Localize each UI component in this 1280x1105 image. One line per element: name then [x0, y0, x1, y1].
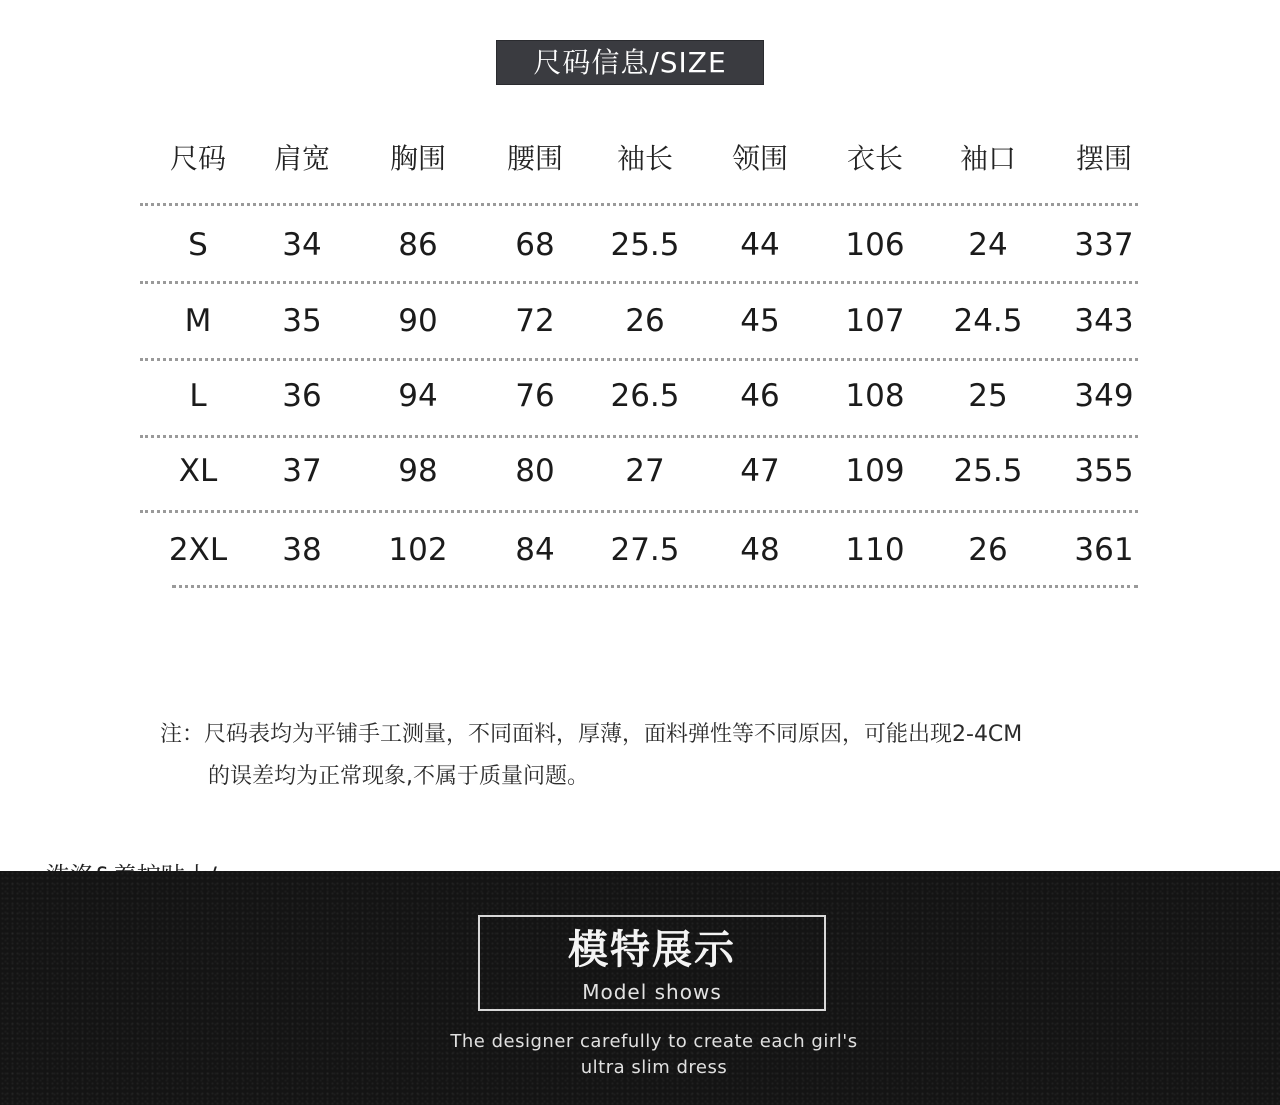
measurement-cell: 45 [740, 303, 780, 339]
measurement-cell: 68 [515, 227, 555, 263]
measurement-note-line-2: 的误差均为正常现象,不属于质量问题。 [208, 764, 589, 789]
row-divider [140, 281, 1138, 284]
measurement-cell: 27 [625, 453, 665, 489]
measurement-cell: 337 [1074, 227, 1134, 263]
measurement-cell: 84 [515, 532, 555, 568]
measurement-cell: 34 [282, 227, 322, 263]
measurement-cell: 26 [968, 532, 1008, 568]
measurement-note [160, 714, 1150, 798]
measurement-cell: 110 [845, 532, 905, 568]
measurement-note-line-1: 注：尺码表均为平铺手工测量，不同面料，厚薄，面料弹性等不同原因，可能出现2-4CM [160, 722, 1023, 747]
size-label-cell: XL [178, 453, 218, 489]
measurement-cell: 90 [398, 303, 438, 339]
header-cell: 领围 [731, 142, 788, 175]
size-table-header-row [140, 130, 1138, 190]
measurement-cell: 355 [1074, 453, 1134, 489]
designer-tagline [380, 1029, 928, 1081]
measurement-cell: 48 [740, 532, 780, 568]
measurement-cell: 25.5 [953, 453, 1023, 489]
measurement-cell: 35 [282, 303, 322, 339]
measurement-cell: 26 [625, 303, 665, 339]
measurement-cell: 25.5 [610, 227, 680, 263]
model-shows-title-box [478, 915, 826, 1011]
measurement-cell: 25 [968, 378, 1008, 414]
measurement-cell: 27.5 [610, 532, 680, 568]
designer-tagline-line-2: ultra slim dress [580, 1057, 728, 1078]
model-shows-banner [0, 871, 1280, 1105]
row-divider [140, 358, 1138, 361]
measurement-cell: 24.5 [953, 303, 1023, 339]
designer-tagline-line-1: The designer carefully to create each girl's [450, 1031, 858, 1052]
size-label-cell: 2XL [168, 532, 228, 568]
measurement-cell: 76 [515, 378, 555, 414]
row-divider [140, 510, 1138, 513]
model-shows-title: 模特展示 [568, 927, 736, 973]
measurement-cell: 102 [388, 532, 448, 568]
measurement-cell: 44 [740, 227, 780, 263]
header-cell: 袖长 [616, 142, 673, 175]
header-cell: 摆围 [1075, 142, 1132, 175]
header-cell: 胸围 [389, 142, 446, 175]
row-divider [140, 203, 1138, 206]
header-cell: 袖口 [959, 142, 1016, 175]
measurement-cell: 26.5 [610, 378, 680, 414]
header-cell: 肩宽 [273, 142, 330, 175]
measurement-cell: 109 [845, 453, 905, 489]
size-row [140, 441, 1138, 501]
size-label-cell: M [184, 303, 212, 339]
header-cell: 衣长 [846, 142, 903, 175]
measurement-cell: 108 [845, 378, 905, 414]
measurement-cell: 107 [845, 303, 905, 339]
measurement-cell: 86 [398, 227, 438, 263]
measurement-cell: 94 [398, 378, 438, 414]
size-row [140, 366, 1138, 426]
header-cell: 尺码 [169, 142, 226, 175]
model-shows-subtitle: Model shows [582, 980, 722, 1004]
measurement-cell: 80 [515, 453, 555, 489]
measurement-cell: 24 [968, 227, 1008, 263]
size-label-cell: L [189, 378, 207, 414]
measurement-cell: 36 [282, 378, 322, 414]
measurement-cell: 72 [515, 303, 555, 339]
measurement-cell: 361 [1074, 532, 1134, 568]
measurement-cell: 38 [282, 532, 322, 568]
measurement-cell: 343 [1074, 303, 1134, 339]
size-info-title: 尺码信息/SIZE [496, 40, 764, 85]
measurement-cell: 349 [1074, 378, 1134, 414]
size-row [140, 291, 1138, 351]
measurement-cell: 98 [398, 453, 438, 489]
row-divider [140, 435, 1138, 438]
measurement-cell: 37 [282, 453, 322, 489]
size-row [140, 520, 1138, 580]
size-row [140, 215, 1138, 275]
measurement-cell: 46 [740, 378, 780, 414]
measurement-cell: 47 [740, 453, 780, 489]
row-divider [172, 585, 1138, 588]
measurement-cell: 106 [845, 227, 905, 263]
header-cell: 腰围 [506, 142, 563, 175]
size-label-cell: S [188, 227, 208, 263]
